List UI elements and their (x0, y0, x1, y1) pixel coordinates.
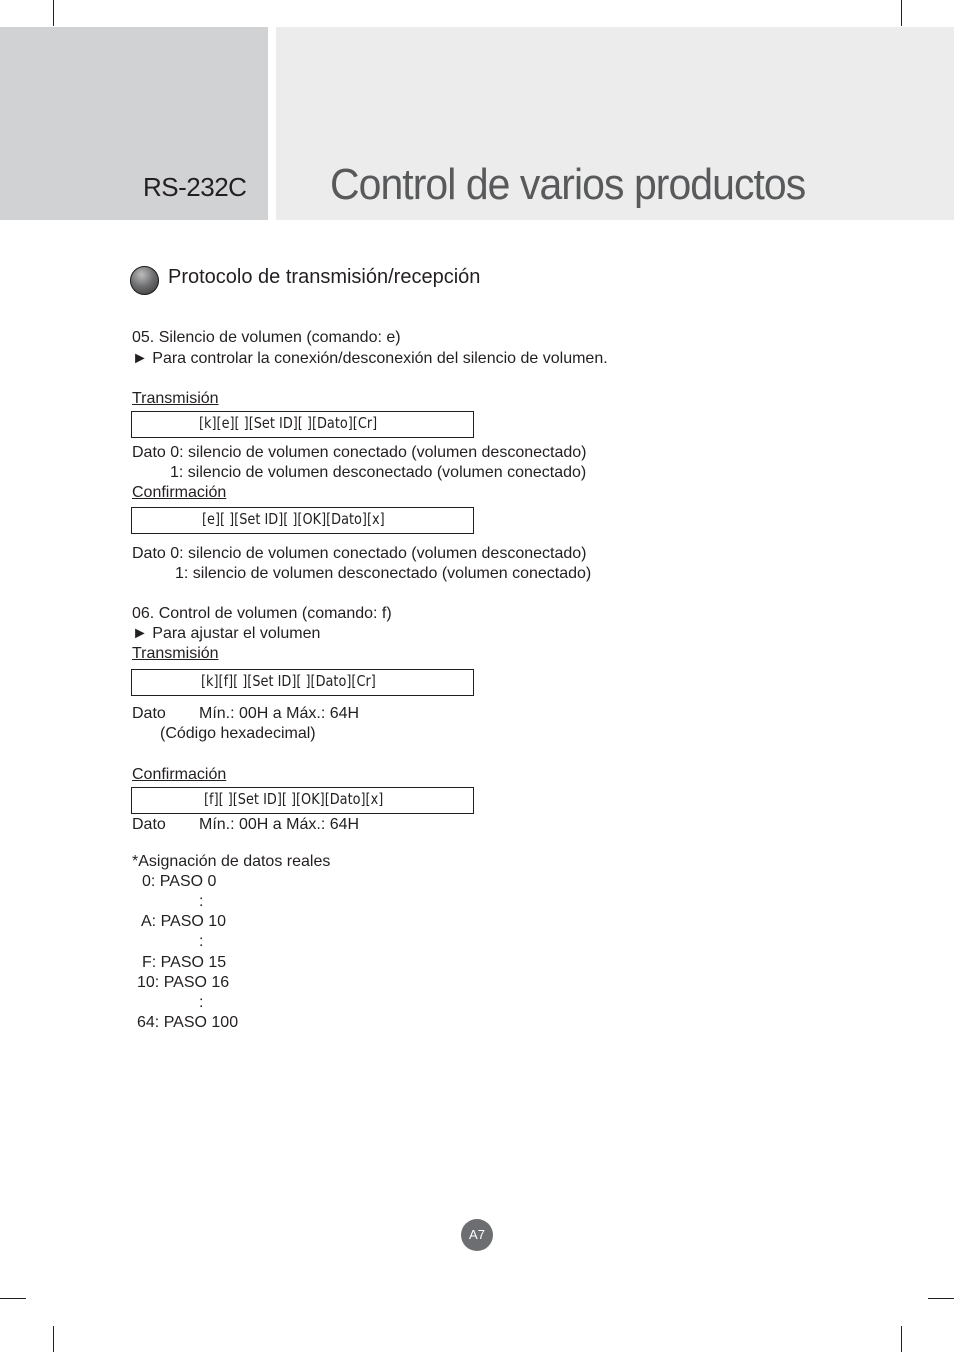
mapping-ellipsis: : (199, 994, 204, 1011)
cmd06-transmission-box (131, 669, 474, 696)
cmd06-description: ► Para ajustar el volumen (132, 625, 321, 642)
cmd05-heading: 05. Silencio de volumen (comando: e) (132, 329, 401, 346)
cmd06-ack-label: Confirmación (132, 766, 227, 783)
cmd06-ack-data-label: Dato (132, 816, 166, 833)
crop-mark (901, 0, 902, 26)
mapping-line: 0: PASO 0 (142, 873, 217, 890)
mapping-ellipsis: : (199, 933, 204, 950)
mapping-title: *Asignación de datos reales (132, 853, 331, 870)
cmd06-tx-data-range: Mín.: 00H a Máx.: 64H (199, 705, 360, 722)
mapping-line: F: PASO 15 (142, 954, 227, 971)
page-title: Control de varios productos (330, 160, 806, 209)
bullet-icon (130, 266, 159, 295)
cmd05-ack-box (131, 507, 474, 534)
cmd05-ack-data0: Dato 0: silencio de volumen conectado (volumen desconectado) (132, 545, 587, 562)
cmd05-ack-label: Confirmación (132, 484, 227, 501)
crop-mark (53, 1326, 54, 1352)
cmd06-ack-code: [f][ ][Set ID][ ][OK][Dato][x] (204, 790, 384, 808)
cmd06-transmission-code: [k][f][ ][Set ID][ ][Dato][Cr] (201, 672, 376, 690)
cmd05-tx-data0: Dato 0: silencio de volumen conectado (volumen desconectado) (132, 444, 587, 461)
section-label: RS-232C (143, 172, 247, 202)
cmd06-tx-data-note: (Código hexadecimal) (160, 725, 316, 742)
section-subtitle: Protocolo de transmisión/recepción (168, 266, 481, 288)
cmd06-heading: 06. Control de volumen (comando: f) (132, 605, 392, 622)
mapping-ellipsis: : (199, 893, 204, 910)
cmd06-ack-data-range: Mín.: 00H a Máx.: 64H (199, 816, 360, 833)
cmd05-ack-code: [e][ ][Set ID][ ][OK][Dato][x] (202, 510, 385, 528)
cmd05-transmission-label: Transmisión (132, 390, 219, 407)
cmd05-ack-data1: 1: silencio de volumen desconectado (volumen conectado) (175, 565, 592, 582)
cmd05-transmission-box (131, 411, 474, 438)
mapping-line: 10: PASO 16 (137, 974, 230, 991)
mapping-line: 64: PASO 100 (137, 1014, 239, 1031)
cmd05-description: ► Para controlar la conexión/desconexión del silencio de volumen. (132, 350, 608, 367)
page-number-badge: A7 (461, 1219, 493, 1251)
crop-mark (928, 1298, 954, 1299)
mapping-line: A: PASO 10 (141, 913, 227, 930)
crop-mark (901, 1326, 902, 1352)
crop-mark (53, 0, 54, 26)
cmd06-tx-data-label: Dato (132, 705, 166, 722)
cmd06-transmission-label: Transmisión (132, 645, 219, 662)
crop-mark (0, 1298, 26, 1299)
cmd06-ack-box (131, 787, 474, 814)
cmd05-tx-data1: 1: silencio de volumen desconectado (volumen conectado) (170, 464, 587, 481)
cmd05-transmission-code: [k][e][ ][Set ID][ ][Dato][Cr] (199, 414, 378, 432)
